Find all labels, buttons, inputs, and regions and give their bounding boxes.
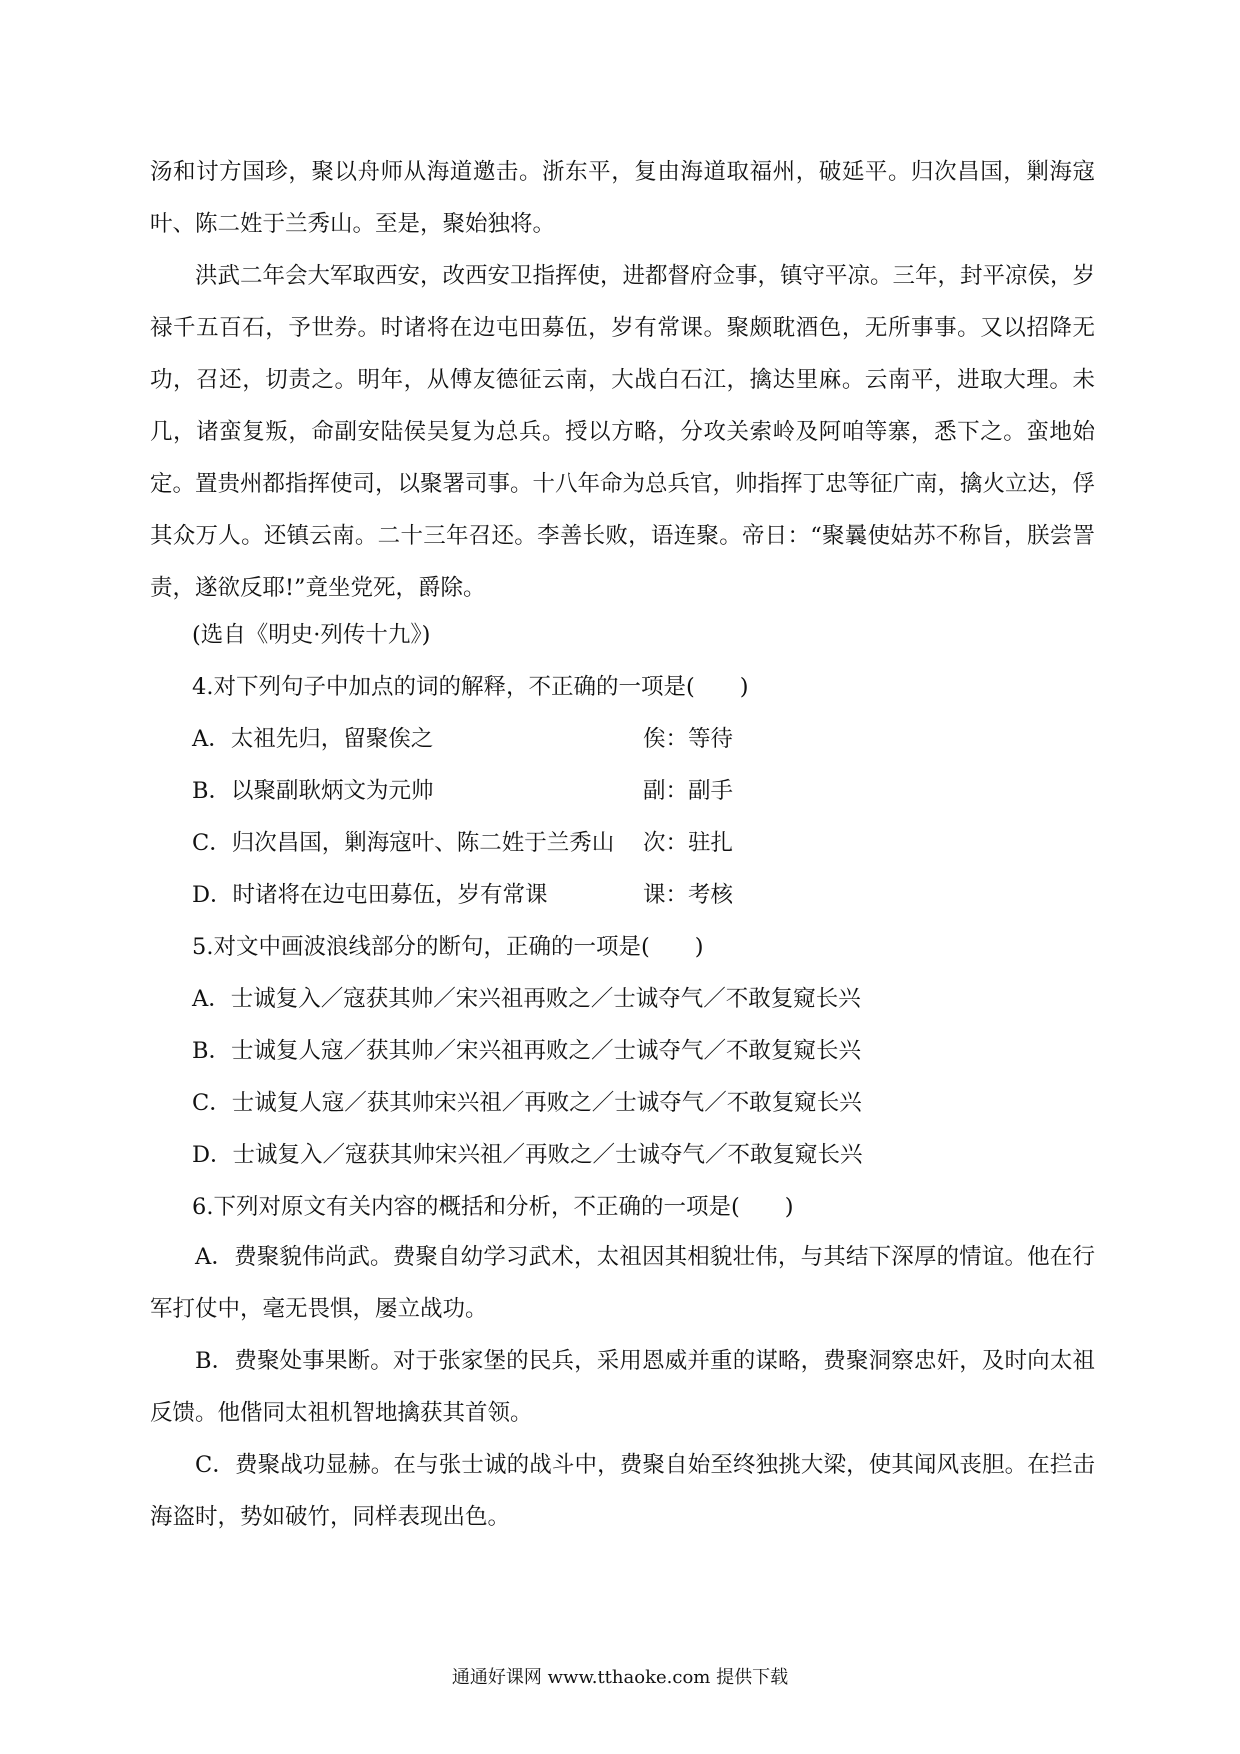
question-6-option-c: C．费聚战功显赫。在与张士诚的战斗中，费聚自始至终独挑大梁，使其闻风丧胆。在拦击海盗时，势如破竹，同样表现出色。	[150, 1452, 1095, 1530]
question-5-stem: 5.对文中画波浪线部分的断句，正确的一项是( )	[192, 934, 704, 960]
option-explanation: 课：考核	[643, 882, 734, 908]
option-sentence: B．以聚副耿炳文为元帅	[192, 778, 434, 804]
option-sentence: D．时诸将在边屯田募伍，岁有常课	[192, 882, 548, 908]
option-explanation: 次：驻扎	[643, 830, 734, 856]
passage-paragraph-2: 洪武二年会大军取西安，改西安卫指挥使，进都督府佥事，镇守平凉。三年，封平凉侯，岁禄千五百石，予世券。时诸将在边屯田募伍，岁有常课。聚颇耽酒色，无所事事。又以招降无功，召还，切责之。明年，从傅友德征云南，大战白石江，擒达里麻。云南平，进取大理。未几，诸蛮复叛，命副安陆侯吴复为总兵。授以方略，分攻关索岭及阿咱等寨，悉下之。蛮地始定。置贵州都指挥使司，以聚署司事。十八年命为总兵官，帅指挥丁忠等征广南，擒火立达，俘其众万人。还镇云南。二十三年召还。李善长败，语连聚。帝日：“聚曩使姑苏不称旨，朕尝詈责，遂欲反耶!”竟坐党死，爵除。	[150, 263, 1096, 601]
question-4-stem: 4.对下列句子中加点的词的解释，不正确的一项是( )	[192, 674, 749, 700]
question-6-stem: 6.下列对原文有关内容的概括和分析，不正确的一项是( )	[192, 1194, 794, 1220]
option-explanation: 俟：等待	[643, 726, 734, 752]
passage-source: (选自《明史·列传十九》)	[192, 622, 431, 648]
passage-paragraph-1: 汤和讨方国珍，聚以舟师从海道邀击。浙东平，复由海道取福州，破延平。归次昌国，剿海寇叶、陈二姓于兰秀山。至是，聚始独将。	[150, 159, 1095, 237]
page-footer: 通通好课网 www.tthaoke.com 提供下载	[451, 1667, 789, 1688]
question-5-option-d: D．士诚复入／寇获其帅宋兴祖／再败之／士诚夺气／不敢复窥长兴	[192, 1142, 863, 1168]
option-sentence: C．归次昌国，剿海寇叶、陈二姓于兰秀山	[192, 830, 615, 856]
question-5-option-c: C．士诚复人寇／获其帅宋兴祖／再败之／士诚夺气／不敢复窥长兴	[192, 1090, 862, 1116]
question-5-option-b: B．士诚复人寇／获其帅／宋兴祖再败之／士诚夺气／不敢复窥长兴	[192, 1038, 862, 1064]
question-6-option-a: A．费聚貌伟尚武。费聚自幼学习武术，太祖因其相貌壮伟，与其结下深厚的情谊。他在行 军打仗中，毫无畏惧，屡立战功。	[150, 1244, 1118, 1322]
question-5-option-a: A．士诚复入／寇获其帅／宋兴祖再败之／士诚夺气／不敢复窥长兴	[192, 986, 861, 1012]
option-explanation: 副：副手	[643, 778, 734, 804]
question-6-option-b: B．费聚处事果断。对于张家堡的民兵，采用恩威并重的谋略，费聚洞察忠奸，及时向太祖反馈。他偕同太祖机智地擒获其首领。	[150, 1348, 1095, 1426]
option-sentence: A．太祖先归，留聚俟之	[192, 726, 434, 752]
